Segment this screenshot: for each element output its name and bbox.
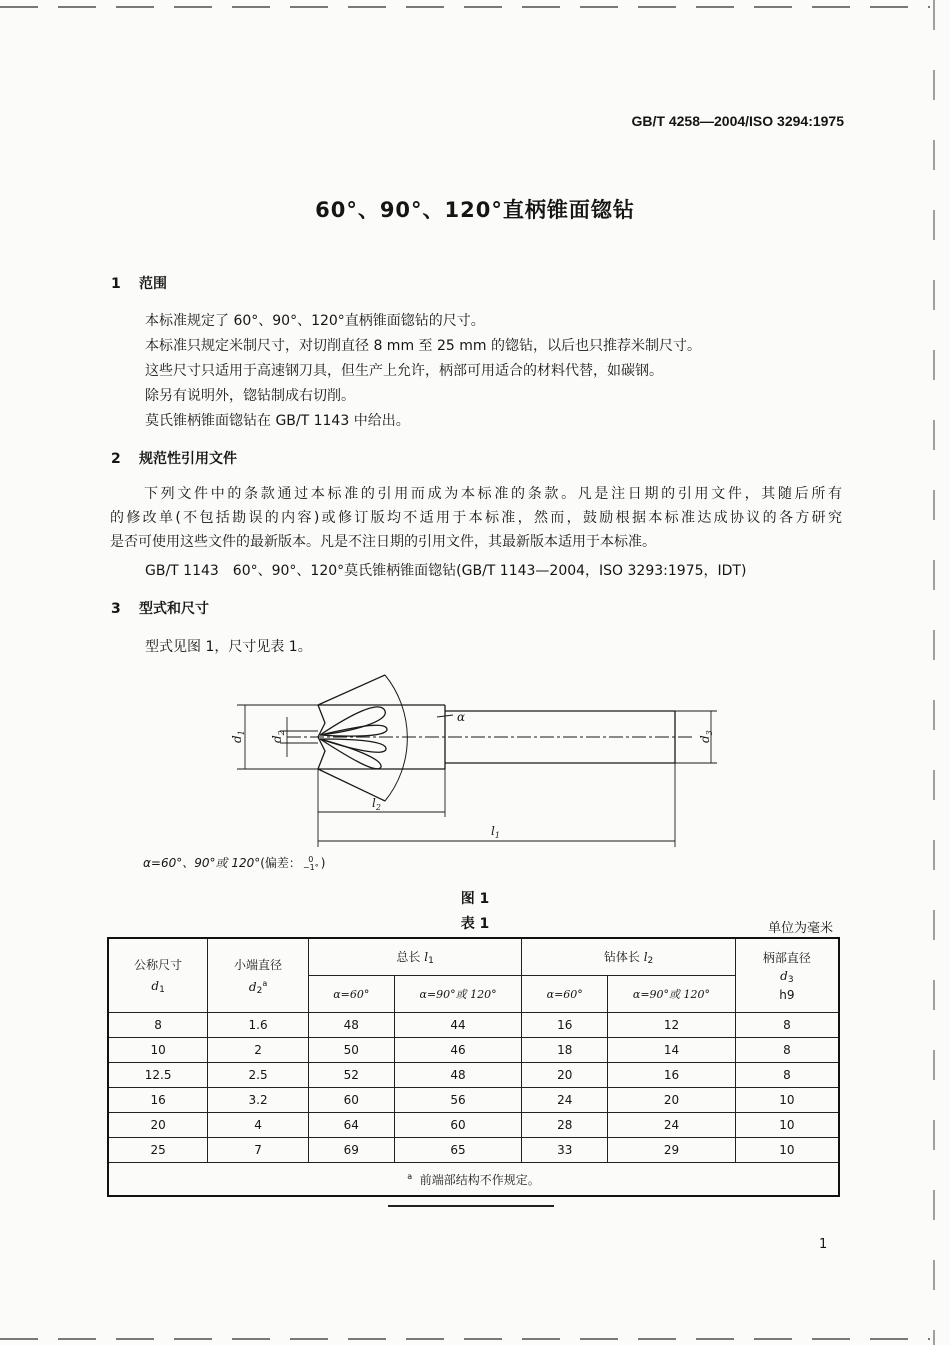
- references-line-1: 下列文件中的条款通过本标准的引用而成为本标准的条款。凡是注日期的引用文件，其随后所有: [144, 486, 842, 502]
- table-row: 20 4 64 60 28 24 10: [108, 1113, 839, 1138]
- dimension-table: [107, 937, 840, 1197]
- scope-paragraph-1: 本标准规定了 60°、90°、120°直柄锥面锪钻的尺寸。: [145, 313, 485, 329]
- section-heading-types: [111, 598, 209, 618]
- label-d3: $d_3$: [698, 730, 714, 743]
- section-number: 1: [111, 276, 121, 292]
- header-body-length: 钻体长 $l_2$: [522, 938, 735, 976]
- header-body-a60: α=60°: [522, 976, 608, 1013]
- flute-middle-upper: [320, 725, 387, 736]
- flute-lower: [320, 739, 381, 769]
- scan-edge-bottom: [0, 1338, 930, 1340]
- header-total-a60: α=60°: [308, 976, 394, 1013]
- standard-code: GB/T 4258—2004/ISO 3294:1975: [631, 113, 844, 129]
- label-alpha: α: [457, 710, 466, 724]
- header-small-end: 小端直径 $d_2^a$: [208, 938, 309, 1013]
- section-heading-references: [111, 448, 237, 468]
- table-row: 12.5 2.5 52 48 20 16 8: [108, 1063, 839, 1088]
- scope-paragraph-3: 这些尺寸只适用于高速钢刀具，但生产上允许，柄部可用适合的材料代替，如碳钢。: [145, 363, 663, 379]
- header-body-a90: α=90°或 120°: [608, 976, 736, 1013]
- section-title: 型式和尺寸: [139, 601, 209, 617]
- label-d1: $d_1$: [230, 730, 246, 743]
- scope-paragraph-5: 莫氏锥柄锥面锪钻在 GB/T 1143 中给出。: [145, 413, 410, 429]
- document-title: 60°、90°、120°直柄锥面锪钻: [315, 198, 635, 222]
- table-caption: 表 1: [460, 916, 490, 932]
- label-l1: $l_1$: [491, 824, 500, 840]
- flute-upper: [320, 707, 385, 735]
- section-number: 2: [111, 451, 121, 467]
- figure-caption: 图 1: [460, 891, 490, 907]
- section-title: 范围: [139, 276, 167, 292]
- table-row: 16 3.2 60 56 24 20 10: [108, 1088, 839, 1113]
- table-row: 10 2 50 46 18 14 8: [108, 1038, 839, 1063]
- table-footnote: $^a$ 前端部结构不作规定。: [108, 1163, 839, 1197]
- scope-paragraph-2: 本标准只规定米制尺寸，对切削直径 8 mm 至 25 mm 的锪钻，以后也只推荐米制尺寸。: [145, 338, 701, 354]
- header-total-length: 总长 $l_1$: [308, 938, 521, 976]
- label-l2: $l_2$: [372, 796, 381, 812]
- table-row: 8 1.6 48 44 16 12 8: [108, 1013, 839, 1038]
- section-heading-scope: [111, 273, 167, 293]
- scope-paragraph-4: 除另有说明外，锪钻制成右切削。: [145, 388, 355, 404]
- alpha-tolerance-note: α=60°、90°或 120°(偏差： 0 −1° ): [143, 854, 326, 872]
- header-total-a90: α=90°或 120°: [394, 976, 522, 1013]
- scan-edge-top: [0, 6, 930, 8]
- references-line-2: 的修改单(不包括勘误的内容)或修订版均不适用于本标准，然而，鼓励根据本标准达成协议的各方研究: [110, 510, 842, 526]
- countersink-drawing: [225, 655, 725, 850]
- referenced-document: GB/T 1143 60°、90°、120°莫氏锥柄锥面锪钻(GB/T 1143—2004，ISO 3293:1975，IDT): [145, 563, 747, 579]
- header-nominal: 公称尺寸 $d_1$: [108, 938, 208, 1013]
- end-rule: [388, 1205, 554, 1207]
- references-paragraph: [110, 482, 842, 554]
- table-row: 25 7 69 65 33 29 10: [108, 1138, 839, 1163]
- table-unit: 单位为毫米: [767, 921, 833, 936]
- page-number: 1: [819, 1237, 828, 1252]
- header-shank-diameter: 柄部直径 $d_3$ h9: [735, 938, 839, 1013]
- label-d2: $d_2$: [270, 730, 286, 743]
- section-title: 规范性引用文件: [139, 451, 237, 467]
- cone-generatrix-top: [318, 675, 385, 705]
- section-number: 3: [111, 601, 121, 617]
- angle-arc: [385, 675, 407, 801]
- references-line-3: 是否可使用这些文件的最新版本。凡是不注日期的引用文件，其最新版本适用于本标准。: [110, 534, 656, 550]
- types-paragraph: 型式见图 1，尺寸见表 1。: [145, 639, 312, 655]
